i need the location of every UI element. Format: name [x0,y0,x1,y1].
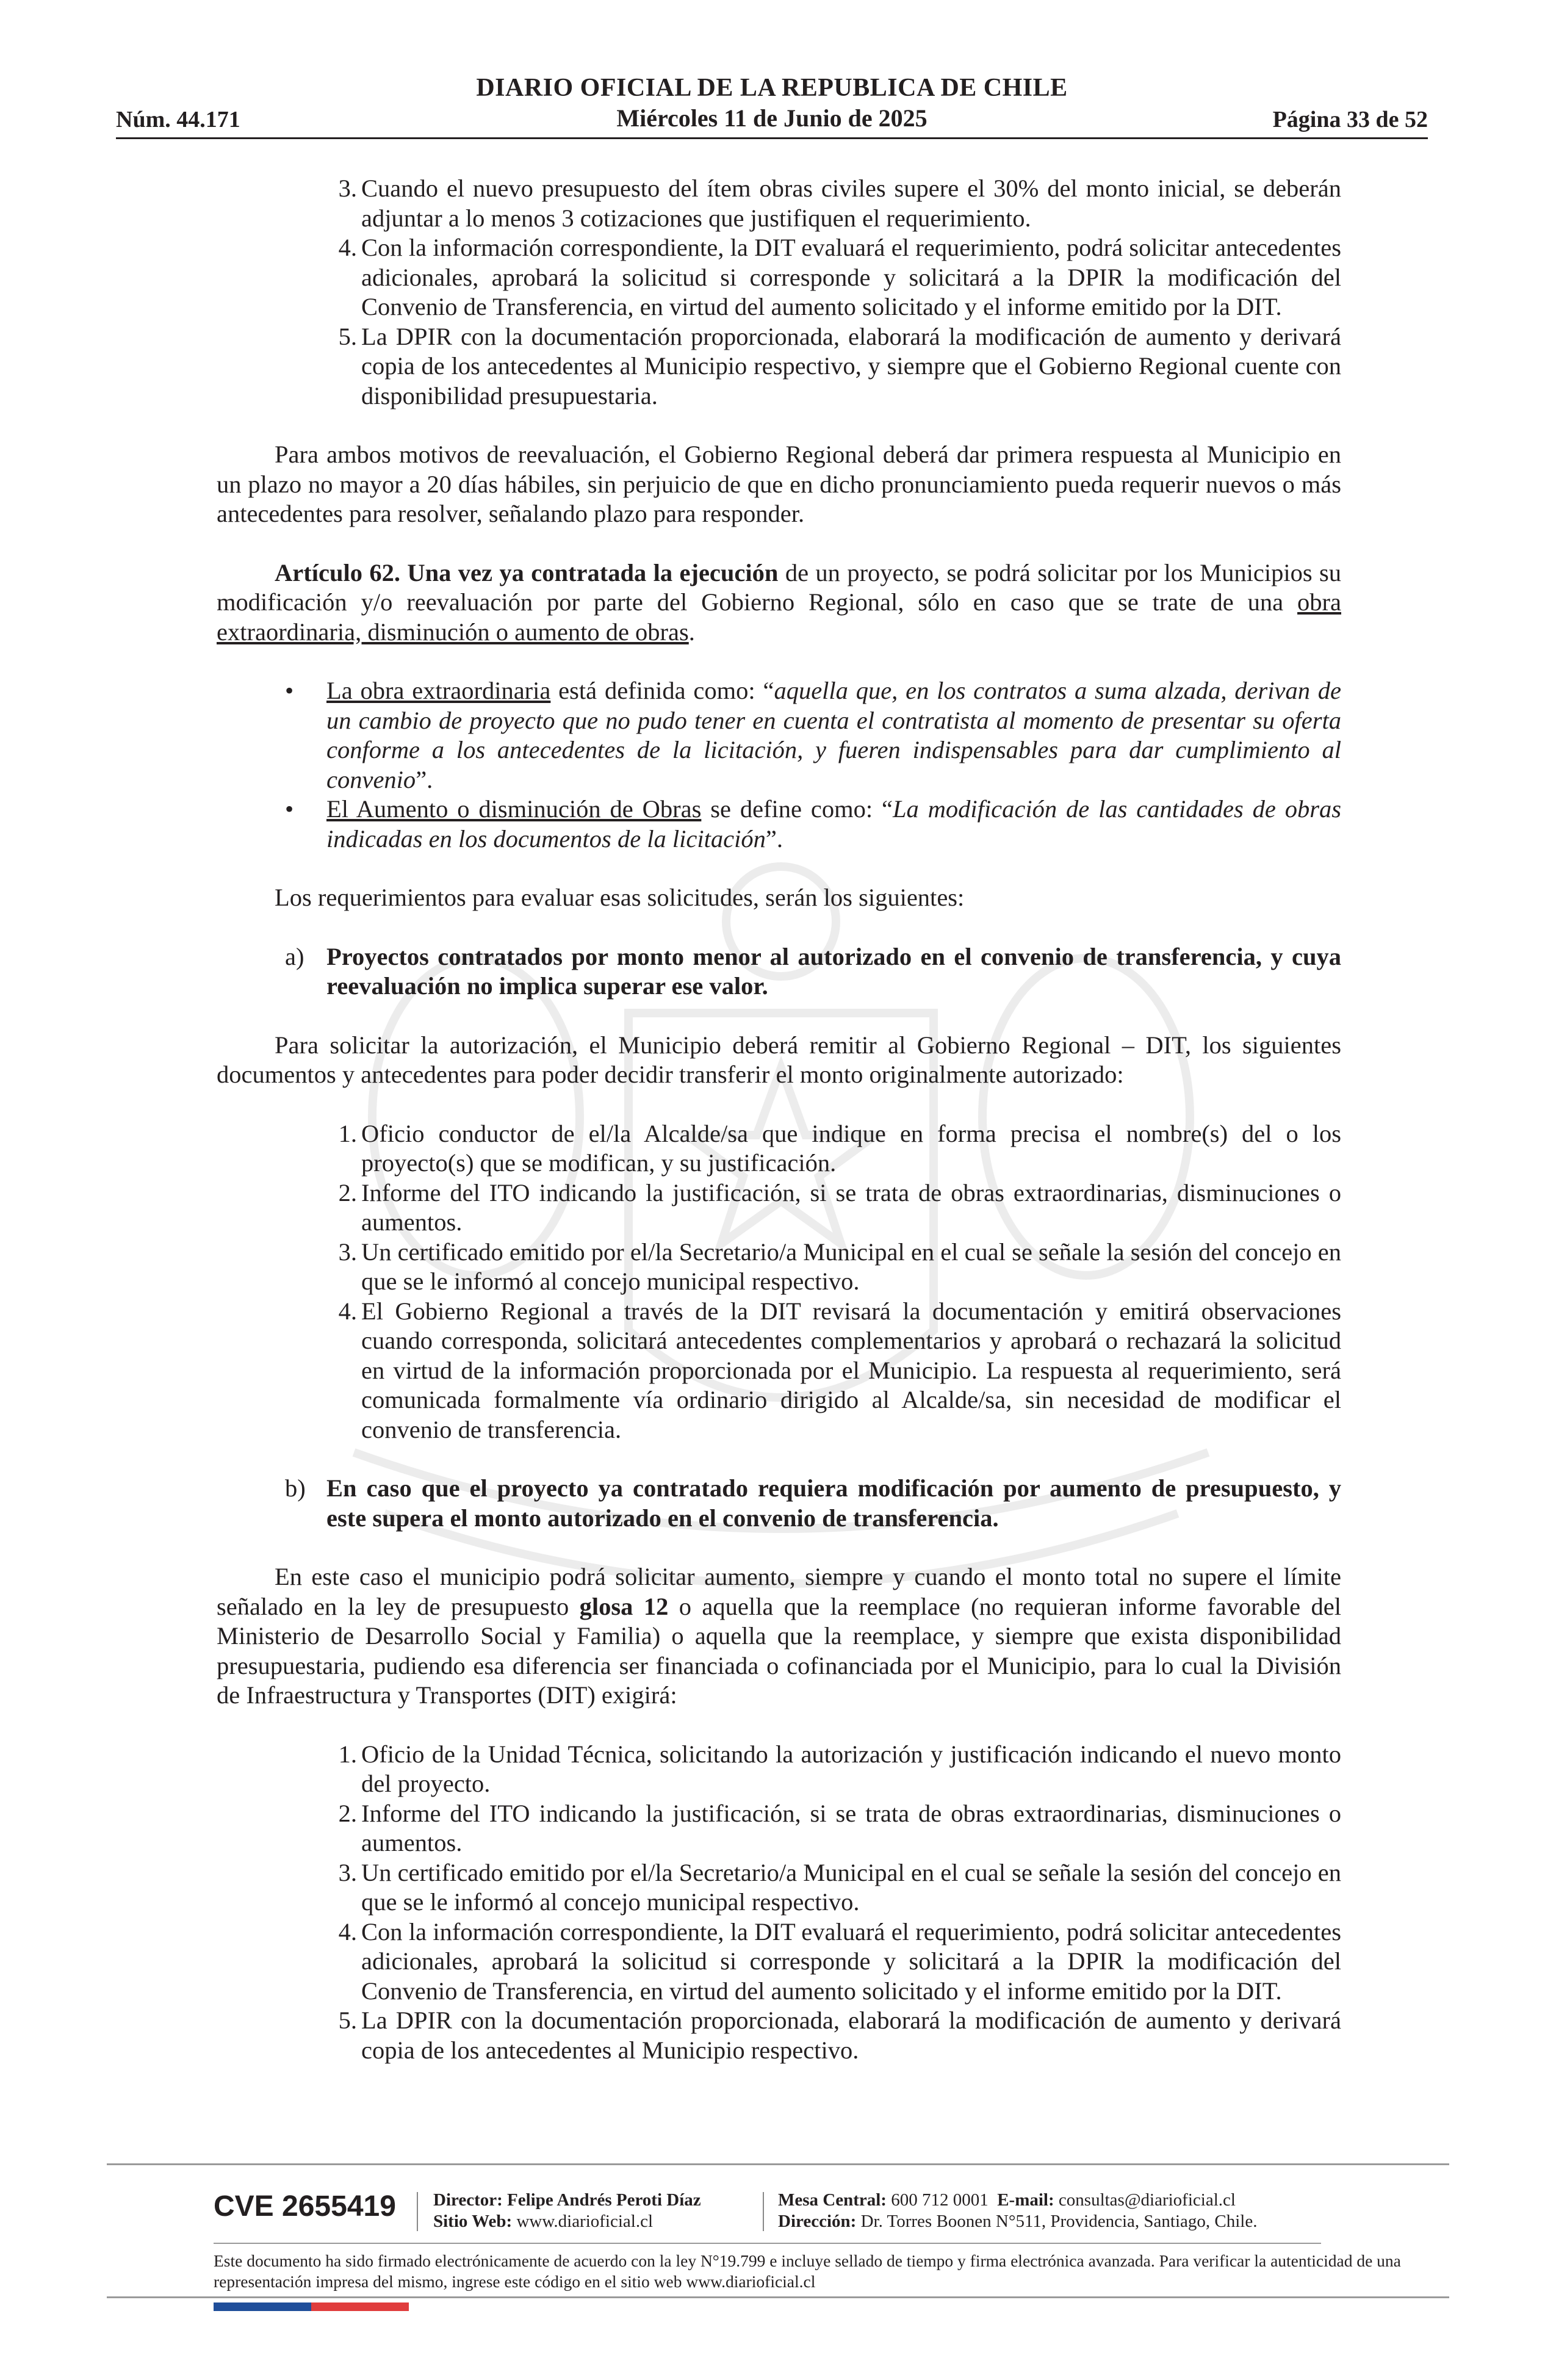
cve-code: CVE 2655419 [214,2190,396,2223]
list-item: • La obra extraordinaria está definida como: “aquella que, en los contratos a suma alzada, derivan de un cambio de proyecto que no pudo tener en cuenta el contratista al momento de presentar su oferta conforme a los antecedentes de la licitación, y fueren indispensables para dar cumplimiento al convenio”. [285,677,1341,793]
paragraph-requirements-intro: Los requerimientos para evaluar esas solicitudes, serán los siguientes: [275,884,965,911]
legal-notice: Este documento ha sido firmado electrónicamente de acuerdo con la ley N°19.799 e incluye sellado de tiempo y firma electrónica avanzada. Para verificar la autenticidad de una representación impresa del mismo, ingrese este código en el sitio web www.diarioficial.cl [214,2251,1401,2291]
list-item: 3. Cuando el nuevo presupuesto del ítem obras civiles supere el 30% del monto inicial, se deberán adjuntar a lo menos 3 cotizaciones que justifiquen el requerimiento. [338,175,1341,232]
email-link[interactable]: consultas@diarioficial.cl [1058,2190,1236,2210]
list-item: 2. Informe del ITO indicando la justificación, si se trata de obras extraordinarias, disminuciones o aumentos. [338,1799,1341,1856]
list-documents-b [217,1740,1341,2066]
list-item: 3. Un certificado emitido por el/la Secretario/a Municipal en el cual se señale la sesión del concejo en que se le informó al concejo municipal respectivo. [338,1858,1341,1916]
list-continued-requirements [217,174,1341,411]
list-item: 2. Informe del ITO indicando la justificación, si se trata de obras extraordinarias, disminuciones o aumentos. [338,1178,1341,1236]
item-b-heading: b) En caso que el proyecto ya contratado requiera modificación por aumento de presupuesto, y este supera el monto autorizado en el convenio de transferencia. [285,1474,1341,1532]
list-item: 4. Con la información correspondiente, la DIT evaluará el requerimiento, podrá solicitar antecedentes adicionales, aprobará la solicitud si corresponde y solicitará a la DPIR la modificación del Convenio de Transferencia, en virtud del aumento solicitado y el informe emitido por la DIT. [338,234,1341,320]
page-footer [107,2160,1449,2362]
footer-divider [763,2192,764,2231]
list-documents-a [217,1119,1341,1445]
header-rule [116,137,1428,139]
document-body [217,174,1341,2065]
footer-divider [417,2192,418,2231]
list-item: 3. Un certificado emitido por el/la Secretario/a Municipal en el cual se señale la sesión del concejo en que se le informó al concejo municipal respectivo. [338,1238,1341,1295]
item-a-heading: a) Proyectos contratados por monto menor al autorizado en el convenio de transferencia, y cuya reevaluación no implica superar ese valor. [285,942,1341,1000]
contact-info: Mesa Central: 600 712 0001 E-mail: consultas@diarioficial.cl Dirección: Dr. Torres Boonen N°511, Providencia, Santiago, Chile. [778,2190,1258,2231]
list-item: • El Aumento o disminución de Obras se define como: “La modificación de las cantidades de obras indicadas en los documentos de la licitación”. [285,795,1341,853]
bullet-icon: • [285,677,294,704]
list-item: 4. El Gobierno Regional a través de la DIT revisará la documentación y emitirá observaciones cuando corresponda, solicitará antecedentes complementarios y aprobará o rechazará la solicitud en virtud de la información proporcionada por el Municipio. La respuesta al requerimiento, será comunicada formalmente vía ordinario dirigido al Alcalde/sa, sin necesidad de modificar el convenio de transferencia. [338,1297,1341,1443]
flag-bar-red [311,2302,409,2311]
paragraph-response-deadline: Para ambos motivos de reevaluación, el Gobierno Regional deberá dar primera respuesta al Municipio en un plazo no mayor a 20 días hábiles, sin perjuicio de que en dicho pronunciamiento pueda requerir nuevos o más antecedentes para resolver, señalando plazo para responder. [217,441,1341,527]
issue-date: Miércoles 11 de Junio de 2025 [616,104,927,132]
footer-rule-top [107,2163,1449,2165]
bullet-icon: • [285,795,294,823]
page-number: Página 33 de 52 [1272,107,1428,132]
page-header [116,73,1428,140]
list-item: 1. Oficio de la Unidad Técnica, solicitando la autorización y justificación indicando el nuevo monto del proyecto. [338,1740,1341,1797]
list-item: 5. La DPIR con la documentación proporcionada, elaborará la modificación de aumento y derivará copia de los antecedentes al Municipio respectivo, y siempre que el Gobierno Regional cuente con disponibilidad presupuestaria. [338,322,1341,409]
footer-rule-mid [214,2243,1321,2244]
publication-title: DIARIO OFICIAL DE LA REPUBLICA DE CHILE [476,74,1068,102]
paragraph-increase-request: En este caso el municipio podrá solicitar aumento, siempre y cuando el monto total no supere el límite señalado en la ley de presupuesto glosa 12 o aquella que la reemplace (no requieran informe favorable del Ministerio de Desarrollo Social y Familia) o aquella que la reemplace, y siempre que exista disponibilidad presupuestaria, pudiendo esa diferencia ser financiada o cofinanciada por el Municipio, para lo cual la División de Infraestructura y Transportes (DIT) exigirá: [217,1563,1342,1709]
paragraph-authorization: Para solicitar la autorización, el Municipio deberá remitir al Gobierno Regional – DIT, los siguientes documentos y antecedentes para poder decidir transferir el monto originalmente autorizado: [217,1031,1341,1088]
website-link[interactable]: www.diarioficial.cl [516,2212,654,2231]
flag-bar-blue [214,2302,311,2311]
footer-rule-bottom [107,2296,1449,2298]
article-62: Artículo 62. Una vez ya contratada la ejecución de un proyecto, se podrá solicitar por los Municipios su modificación y/o reevaluación por parte del Gobierno Regional, sólo en caso que se trate de una obra extraordinaria, disminución o aumento de obras. [217,558,1342,646]
list-item: 4. Con la información correspondiente, la DIT evaluará el requerimiento, podrá solicitar antecedentes adicionales, aprobará la solicitud si corresponde y solicitará a la DPIR la modificación del Convenio de Transferencia, en virtud del aumento solicitado y el informe emitido por la DIT. [338,1917,1341,2005]
issue-number: Núm. 44.171 [116,107,240,132]
director-info: Director: Felipe Andrés Peroti Díaz Sitio Web: www.diarioficial.cl [433,2190,701,2231]
definitions-list [217,676,1341,854]
list-item: 1. Oficio conductor de el/la Alcalde/sa que indique en forma precisa el nombre(s) del o los proyecto(s) que se modifican, y su justificación. [338,1119,1341,1177]
list-item: 5. La DPIR con la documentación proporcionada, elaborará la modificación de aumento y derivará copia de los antecedentes al Municipio respectivo. [338,2007,1341,2064]
